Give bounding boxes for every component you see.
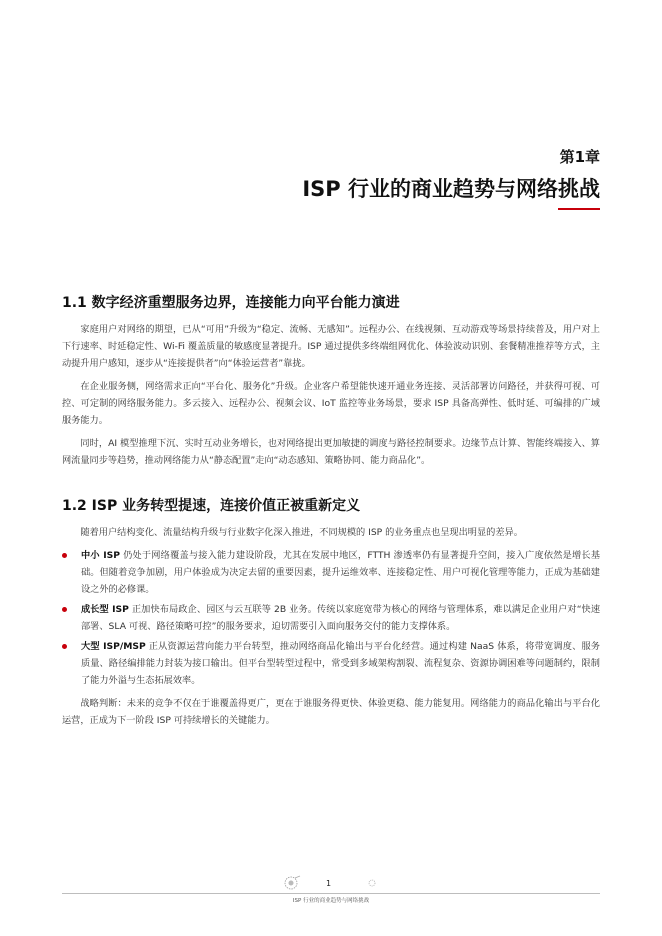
main-content [62,292,600,735]
footer-document-title: ISP 行业的商业趋势与网络挑战 [292,898,370,904]
list-item [62,547,600,598]
list-item-text: 仍处于网络覆盖与接入能力建设阶段，尤其在发展中地区，FTTH 渗透率仍有显著提升空间，接入广度依然是增长基础。但随着竞争加剧，用户体验成为决定去留的重要因素，提升运维效率、连接稳定性、用户可视化管理等能力，正成为基础建设之外的必修课。 [81,550,601,595]
list-item [62,601,600,635]
list-item-lead: 大型 ISP/MSP [81,641,146,652]
footer-divider [62,893,600,894]
list-item-text: 正从资源运营向能力平台转型，推动网络商品化输出与平台化经营。通过构建 NaaS 体系，将带宽调度、服务质量、路径编排能力封装为接口输出。但平台型转型过程中，常受到多域架构割裂、流程复杂、资源协调困难等问题制约，限制了能力外溢与生态拓展效率。 [81,641,600,686]
list-item [62,638,600,689]
bullet-dot-icon [62,553,67,558]
bullet-dot-icon [62,644,67,649]
page-footer [62,868,600,908]
section-1-paragraph: 在企业服务侧，网络需求正向“平台化、服务化”升级。企业客户希望能快速开通业务连接、灵活部署访问路径，并获得可视、可控、可定制的网络服务能力。多云接入、远程办公、视频会议、IoT 监控等业务场景，要求 ISP 具备高弹性、低时延、可编排的广域服务能力。 [62,381,600,426]
title-accent-rule [558,208,600,210]
section-1-paragraph: 同时，AI 模型推理下沉、实时互动业务增长，也对网络提出更加敏捷的调度与路径控制要求。边缘节点计算、智能终端接入、算网流量同步等趋势，推动网络能力从“静态配置”走向“动态感知、策略协同、能力商品化”。 [62,438,600,466]
list-item-text: 正加快布局政企、园区与云互联等 2B 业务。传统以家庭宽带为核心的网络与管理体系，难以满足企业用户对“快速部署、SLA 可视、路径策略可控”的服务要求，迫切需要引入面向服务交付的能力支撑体系。 [81,604,601,632]
list-item-lead: 成长型 ISP [81,604,129,615]
decorative-mark-icon [367,878,379,888]
chapter-title: ISP 行业的商业趋势与网络挑战 [302,177,600,201]
strategy-conclusion: 战略判断：未来的竞争不仅在于谁覆盖得更广，更在于谁服务得更快、体验更稳、能力能复用。网络能力的商品化输出与平台化运营，正成为下一阶段 ISP 可持续增长的关键能力。 [62,698,600,726]
section-2-heading: 1.2 ISP 业务转型提速，连接价值正被重新定义 [62,498,361,514]
isp-segment-list [62,547,600,689]
chapter-label: 第1章 [559,148,600,166]
section-1-heading: 1.1 数字经济重塑服务边界，连接能力向平台能力演进 [62,295,400,311]
decorative-logo-icon [282,874,302,892]
list-item-lead: 中小 ISP [81,550,120,561]
section-1-paragraph: 家庭用户对网络的期望，已从“可用”升级为“稳定、流畅、无感知”。远程办公、在线视频、互动游戏等场景持续普及，用户对上下行速率、时延稳定性、Wi-Fi 覆盖质量的敏感度显著提升。ISP 通过提供多终端组网优化、体验波动识别、套餐精准推荐等方式，主动提升用户感知，逐步从“连接提供者”向“体验运营者”靠拢。 [62,324,600,369]
section-2-intro: 随着用户结构变化、流量结构升级与行业数字化深入推进，不同规模的 ISP 的业务重点也呈现出明显的差异。 [80,527,523,538]
page-number: 1 [326,879,332,888]
bullet-dot-icon [62,607,67,612]
